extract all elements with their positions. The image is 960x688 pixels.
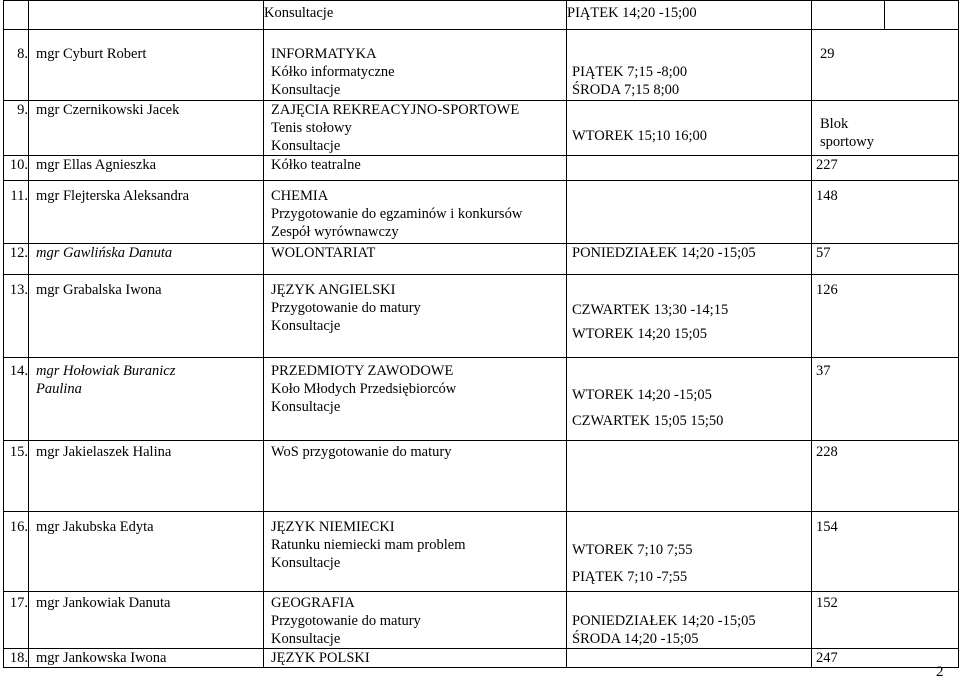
subject-line: Konsultacje bbox=[271, 399, 341, 415]
room-number: 154 bbox=[816, 519, 838, 535]
subject-line: Przygotowanie do matury bbox=[271, 613, 421, 629]
row-number: 10. bbox=[9, 157, 28, 173]
room-number: 148 bbox=[816, 188, 838, 204]
time-line: WTOREK 14;20 -15;05 bbox=[572, 387, 712, 403]
row-number: 16. bbox=[9, 519, 28, 535]
table-row bbox=[4, 512, 959, 592]
subject-line: JĘZYK NIEMIECKI bbox=[271, 519, 395, 535]
subject-line: Przygotowanie do matury bbox=[271, 300, 421, 316]
subject-line: Konsultacje bbox=[271, 318, 341, 334]
subject-line: Kółko teatralne bbox=[271, 157, 361, 173]
teacher-name: mgr Hołowiak Buranicz Paulina bbox=[36, 363, 176, 397]
row-number: 12. bbox=[9, 245, 28, 261]
row-number: 13. bbox=[9, 282, 28, 298]
teacher-name: mgr Czernikowski Jacek bbox=[36, 102, 180, 118]
subject-line: PRZEDMIOTY ZAWODOWE bbox=[271, 363, 454, 379]
teacher-name: mgr Grabalska Iwona bbox=[36, 282, 162, 298]
table-row bbox=[4, 649, 959, 668]
subject-line: Koło Młodych Przedsiębiorców bbox=[271, 381, 457, 397]
subject-line: Konsultacje bbox=[271, 138, 341, 154]
time-line: PIĄTEK 14;20 -15;00 bbox=[567, 5, 697, 21]
teacher-name: mgr Jankowiak Danuta bbox=[36, 595, 171, 611]
teacher-name: mgr Jankowska Iwona bbox=[36, 650, 167, 666]
time-line: ŚRODA 7;15 8;00 bbox=[572, 82, 680, 98]
subject-line: INFORMATYKA bbox=[271, 46, 377, 62]
time-line: PIĄTEK 7;10 -7;55 bbox=[572, 569, 688, 585]
table-row bbox=[4, 181, 959, 244]
time-line: ŚRODA 14;20 -15;05 bbox=[572, 631, 699, 647]
time-line: PONIEDZIAŁEK 14;20 -15;05 bbox=[572, 613, 756, 629]
subject-line: WoS przygotowanie do matury bbox=[271, 444, 452, 460]
room-number: 57 bbox=[816, 245, 831, 261]
subject-line: Konsultacje bbox=[271, 555, 341, 571]
subject-line: Przygotowanie do egzaminów i konkursów bbox=[271, 206, 523, 222]
time-line: PIĄTEK 7;15 -8;00 bbox=[572, 64, 688, 80]
room-number: Blok sportowy bbox=[820, 116, 874, 150]
page-number: 2 bbox=[936, 664, 944, 680]
room-number: 247 bbox=[816, 650, 838, 666]
table-row bbox=[4, 30, 959, 101]
room-number: 152 bbox=[816, 595, 838, 611]
subject-line: Konsultacje bbox=[264, 5, 334, 21]
subject-line: Tenis stołowy bbox=[271, 120, 352, 136]
room-number: 29 bbox=[820, 46, 835, 62]
teacher-name: mgr Cyburt Robert bbox=[36, 46, 147, 62]
subject-line: Zespół wyrównawczy bbox=[271, 224, 399, 240]
subject-line: Konsultacje bbox=[271, 631, 341, 647]
room-number: 126 bbox=[816, 282, 838, 298]
table-row bbox=[4, 441, 959, 512]
time-line: WTOREK 7;10 7;55 bbox=[572, 542, 693, 558]
table-row bbox=[4, 156, 959, 181]
table-row bbox=[4, 275, 959, 358]
row-number: 17. bbox=[9, 595, 28, 611]
table-row bbox=[4, 358, 959, 441]
row-number: 14. bbox=[9, 363, 28, 379]
subject-line: Kółko informatyczne bbox=[271, 64, 395, 80]
time-line: WTOREK 14;20 15;05 bbox=[572, 326, 708, 342]
subject-line: CHEMIA bbox=[271, 188, 329, 204]
subject-line: Ratunku niemiecki mam problem bbox=[271, 537, 466, 553]
consultation-schedule-table bbox=[3, 0, 959, 668]
table-row bbox=[4, 1, 959, 30]
time-line: PONIEDZIAŁEK 14;20 -15;05 bbox=[572, 245, 756, 261]
table-row bbox=[4, 101, 959, 156]
subject-line: WOLONTARIAT bbox=[271, 245, 376, 261]
row-number: 8. bbox=[17, 46, 28, 62]
subject-line: JĘZYK POLSKI bbox=[271, 650, 370, 666]
subject-line: ZAJĘCIA REKREACYJNO-SPORTOWE bbox=[271, 102, 520, 118]
teacher-name: mgr Flejterska Aleksandra bbox=[36, 188, 190, 204]
subject-line: Konsultacje bbox=[271, 82, 341, 98]
row-number: 15. bbox=[9, 444, 28, 460]
room-number: 228 bbox=[816, 444, 838, 460]
time-line: CZWARTEK 15;05 15;50 bbox=[572, 413, 724, 429]
teacher-name: mgr Ellas Agnieszka bbox=[36, 157, 157, 173]
time-line: CZWARTEK 13;30 -14;15 bbox=[572, 302, 729, 318]
teacher-name: mgr Jakubska Edyta bbox=[36, 519, 154, 535]
teacher-name: mgr Jakielaszek Halina bbox=[36, 444, 172, 460]
room-number: 227 bbox=[816, 157, 838, 173]
subject-line: GEOGRAFIA bbox=[271, 595, 355, 611]
table-row bbox=[4, 244, 959, 275]
subject-line: JĘZYK ANGIELSKI bbox=[271, 282, 396, 298]
time-line: WTOREK 15;10 16;00 bbox=[572, 128, 708, 144]
teacher-name: mgr Gawlińska Danuta bbox=[36, 245, 173, 261]
row-number: 11. bbox=[10, 188, 28, 204]
table-row bbox=[4, 592, 959, 649]
row-number: 9. bbox=[17, 102, 28, 118]
row-number: 18. bbox=[9, 650, 28, 666]
room-number: 37 bbox=[816, 363, 831, 379]
